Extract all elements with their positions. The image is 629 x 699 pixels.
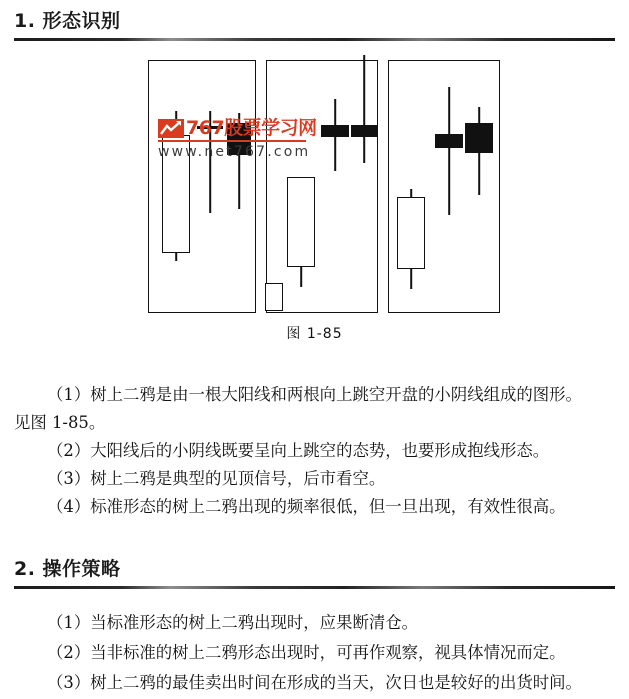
panel2-small-white-stub xyxy=(265,61,283,314)
panel3-big-white-candle xyxy=(397,61,425,314)
candle-body-white xyxy=(162,135,190,253)
paragraph-line: （2）大阳线后的小阴线既要呈向上跳空的态势，也要形成抱线形态。 xyxy=(47,441,550,460)
paragraph-2-3 xyxy=(14,669,618,697)
candle-body-white xyxy=(287,177,315,267)
candle-body-black xyxy=(351,125,377,137)
paragraph-line: （3）树上二鸦的最佳卖出时间在形成的当天，次日也是较好的出货时间。 xyxy=(47,673,582,692)
paragraph-line: （1）当标准形态的树上二鸦出现时，应果断清仓。 xyxy=(47,613,419,632)
paragraph-line: （3）树上二鸦是典型的见顶信号，后市看空。 xyxy=(47,469,386,488)
candle-body-black xyxy=(321,125,349,137)
candle-body-black xyxy=(435,134,463,148)
panel2-big-white-candle xyxy=(287,61,315,314)
section-title-2: 2. 操作策略 xyxy=(14,558,121,580)
panel1-small-black-candle-2 xyxy=(227,61,251,314)
candle-wick xyxy=(363,55,365,163)
candle-body-black xyxy=(465,123,493,153)
paragraph-2-1 xyxy=(14,609,618,637)
paragraph-2-2 xyxy=(14,639,618,667)
paragraph-1-3 xyxy=(14,465,618,493)
section-title-1: 1. 形态识别 xyxy=(14,10,121,32)
paragraph-1-4 xyxy=(14,493,618,521)
figure-caption: 图 1-85 xyxy=(286,326,343,342)
candle-body-black xyxy=(227,123,251,155)
paragraph-1-1 xyxy=(14,381,618,437)
candle-body-black xyxy=(197,126,223,129)
watermark-url-text: www.net767.com xyxy=(158,143,311,160)
candle-wick xyxy=(448,87,450,215)
watermark-brand-text: 767股票学习网 xyxy=(186,117,317,139)
section-divider-2 xyxy=(14,586,615,589)
chart-panel-2 xyxy=(266,60,378,313)
section-divider-1 xyxy=(14,38,615,41)
panel3-small-black-candle-2 xyxy=(465,61,493,314)
candle-body-white xyxy=(265,283,283,311)
chart-panel-3 xyxy=(388,60,500,313)
panel1-big-white-candle xyxy=(162,61,190,314)
chart-panel-1 xyxy=(148,60,256,313)
candlestick-chart-row xyxy=(148,60,500,315)
paragraph-1-2 xyxy=(14,437,618,465)
paragraph-line: （1）树上二鸦是由一根大阳线和两根向上跳空开盘的小阴线组成的图形。 xyxy=(47,385,582,404)
candle-body-white xyxy=(397,197,425,269)
paragraph-line: 见图 1-85。 xyxy=(14,413,106,432)
paragraph-line: （2）当非标准的树上二鸦形态出现时，可再作观察，视具体情况而定。 xyxy=(47,643,566,662)
section-heading-2 xyxy=(14,556,615,589)
figure-1-85 xyxy=(0,55,629,345)
section-heading-1 xyxy=(14,8,615,41)
panel1-small-black-candle-1 xyxy=(197,61,223,314)
paragraph-line: （4）标准形态的树上二鸦出现的频率很低，但一旦出现，有效性很高。 xyxy=(47,497,566,516)
panel3-small-black-candle-1 xyxy=(435,61,463,314)
panel2-small-black-candle-1 xyxy=(321,61,349,314)
panel2-small-black-candle-2 xyxy=(351,61,377,314)
